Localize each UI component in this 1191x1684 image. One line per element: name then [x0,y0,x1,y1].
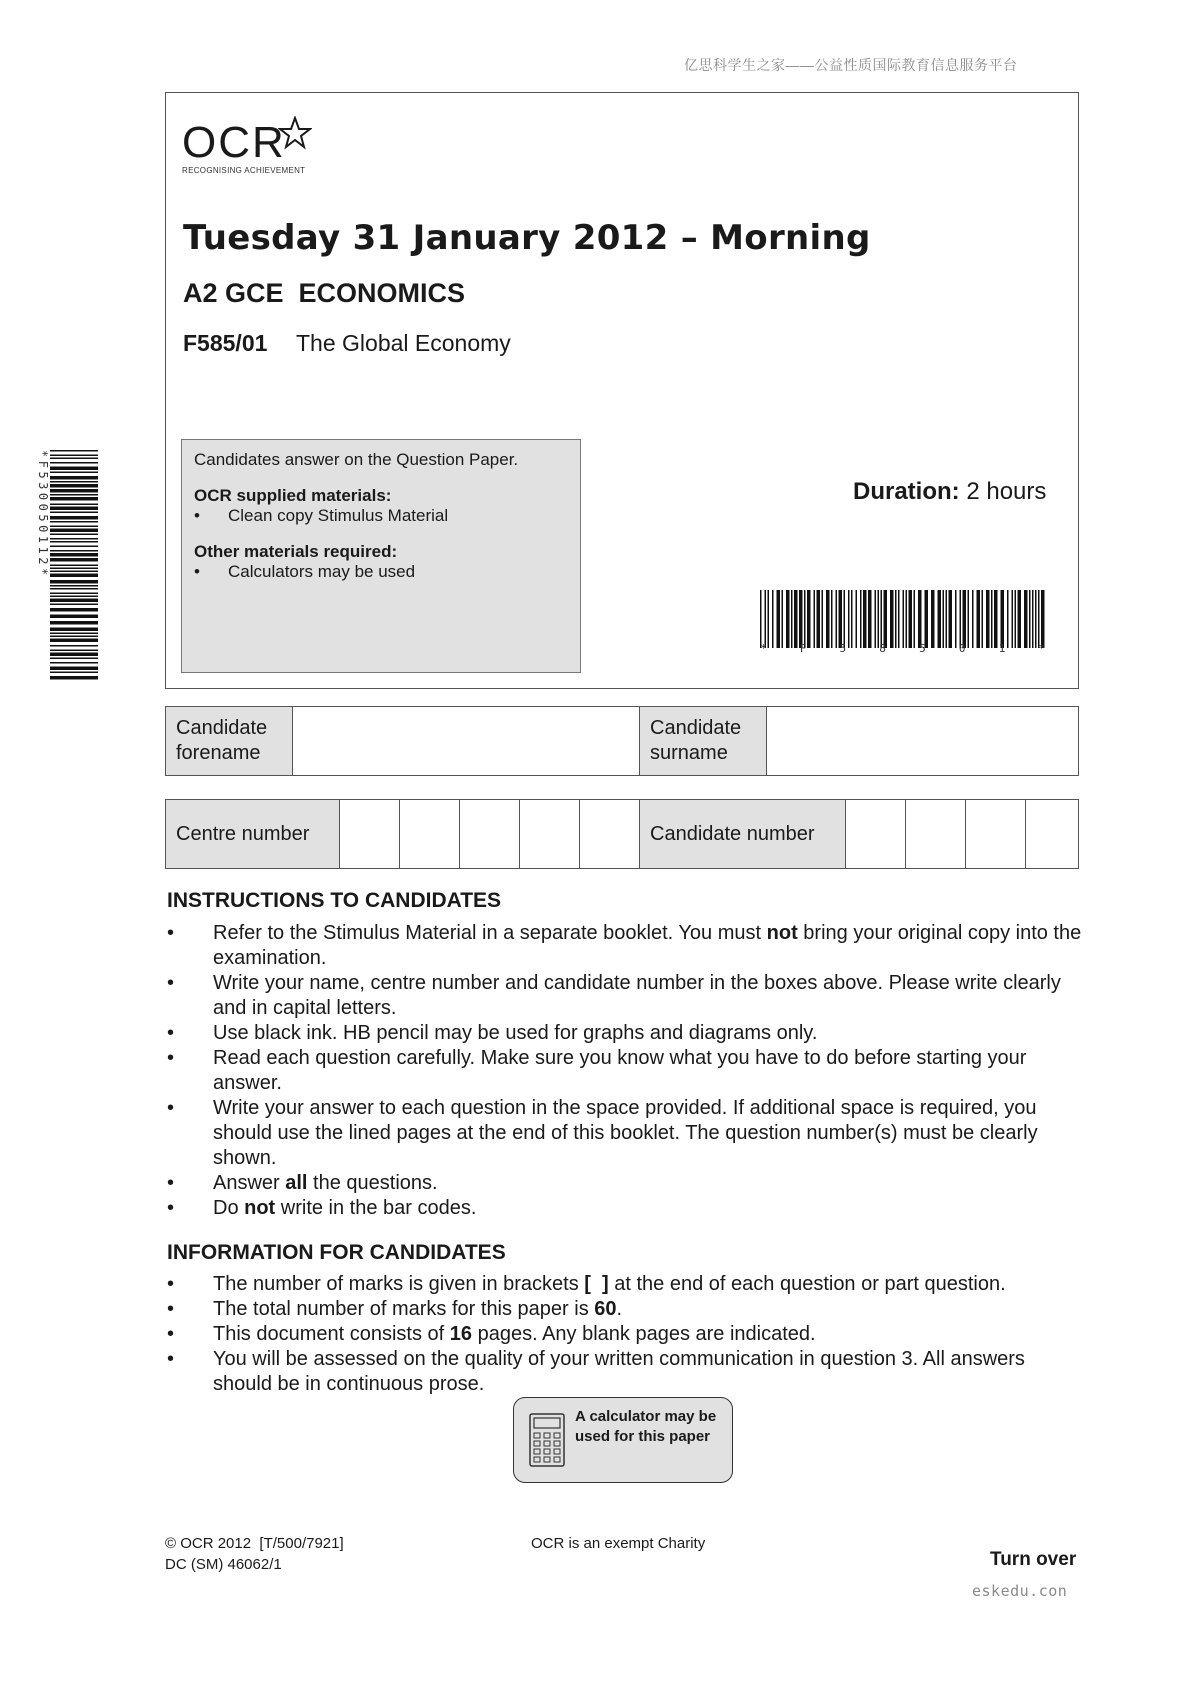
barcode-bar [50,571,98,573]
barcode-bar [50,608,98,612]
instructions-item [167,921,1087,971]
star-icon [278,116,312,150]
item-text: Write your name, centre number and candidate number in the boxes above. Please write clearly and in capital letters. [213,972,1061,1019]
item-text: Use black ink. HB pencil may be used for graphs and diagrams only. [213,1022,818,1044]
barcode-bar [925,590,929,648]
barcode-bar [50,484,98,488]
barcode-digit: 0 [958,642,966,655]
barcode-bar [794,590,798,648]
item-emphasis: 16 [449,1323,473,1345]
candidate-number-table [165,799,1079,869]
centre-number-label: Centre number [166,800,340,869]
barcode-bar [807,590,811,648]
ocr-logo [182,118,312,175]
item-text: Write your answer to each question in the space provided. If additional space is required, you should use the lined pages at the end of this booklet. The question number(s) must be clearly shown. [213,1097,1038,1169]
information-list [167,1272,1087,1397]
forename-label-line2: forename [176,742,261,764]
barcode-bar [860,590,862,648]
item-emphasis: [ ] [584,1273,609,1295]
barcode-bar [50,507,98,511]
barcode-bar [50,650,98,652]
forename-label-line1: Candidate [176,717,268,739]
barcode-bar [946,590,948,648]
barcode-bar [50,458,98,460]
barcode-bar [890,590,894,648]
barcode-bar [50,516,98,520]
item-text: You will be assessed on the quality of your written communication in question 3. All answers should be in continuous prose. [213,1348,1025,1395]
barcode-bar [851,590,853,648]
candidate-number-box[interactable] [846,800,906,869]
barcode-bar [814,590,816,648]
barcode-bar [906,590,908,648]
barcode-bar [50,489,98,493]
item-emphasis: 60 [594,1298,617,1320]
barcode-bar [765,590,767,648]
barcode-bar [909,590,913,648]
barcode-bar [977,590,981,648]
duration [853,478,1046,506]
surname-label-line2: surname [650,742,728,764]
barcode-bar [50,550,98,552]
barcode-bar [50,558,98,562]
barcode-bar [50,526,98,528]
item-text: This document consists of [213,1323,450,1345]
barcode-bar [50,521,98,523]
barcode-bar [50,604,98,606]
barcode-bar [931,590,935,648]
other-heading: Other materials required: [194,542,398,561]
side-barcode-digits: *F530050112* [36,450,50,579]
doc-code: DC (SM) 46062/1 [165,1556,282,1573]
item-text: Answer [213,1172,286,1194]
barcode-bar [50,476,98,480]
barcode-bar [50,546,98,548]
barcode-bar [863,590,867,648]
barcode-bar [836,590,838,648]
item-text: Do [213,1197,245,1219]
copyright: © OCR 2012 [T/500/7921] [165,1535,344,1552]
instructions-item [167,1196,1087,1221]
barcode-bar [848,590,850,648]
instructions-item [167,1021,1087,1046]
barcode-bar [804,590,806,648]
barcode-bar [914,590,916,648]
barcode-bar [938,590,942,648]
item-text: Read each question carefully. Make sure you know what you have to do before starting your answer. [213,1047,1027,1094]
barcode-bar [50,639,98,643]
barcode-bar [50,538,98,540]
forename-label [166,707,293,776]
barcode-bar [50,633,98,635]
barcode-bar [50,481,98,483]
barcode-bar [50,497,98,501]
barcode-digit: 5 [839,642,847,655]
barcode-bar [1012,590,1014,648]
instructions-item [167,1096,1087,1171]
item-text: . [616,1298,623,1320]
item-text: at the end of each question or part question. [608,1273,1006,1295]
barcode-bar [949,590,953,648]
duration-value: 2 hours [966,478,1047,505]
instructions-item [167,971,1087,1021]
barcode-bar [50,565,98,567]
barcode-bar [943,590,945,648]
barcode-bar [817,590,821,648]
barcode-bar [994,590,998,648]
item-text: write in the bar codes. [275,1197,477,1219]
barcode-bar [991,590,993,648]
footer-left [165,1533,344,1575]
barcode-bar [777,590,781,648]
calculator-notice-text: A calculator may be used for this paper [575,1408,717,1445]
instructions-heading: INSTRUCTIONS TO CANDIDATES [167,889,502,912]
barcode-bar [50,615,98,619]
centre-number-box[interactable] [340,800,400,869]
barcode-bar [898,590,900,648]
barcode-bar [986,590,990,648]
barcode-bar [50,541,98,543]
barcode-bar [772,590,774,648]
answer-note: Candidates answer on the Question Paper. [194,450,519,469]
paper-barcode [760,590,1045,648]
barcode-bar [875,590,877,648]
item-emphasis: not [766,922,798,944]
barcode-bar [50,645,98,647]
instructions-list [167,921,1087,1221]
candidate-number-box[interactable] [966,800,1026,869]
barcode-bar [868,590,872,648]
information-item [167,1272,1087,1297]
barcode-bar [50,504,98,506]
barcode-bar [50,467,98,471]
barcode-bar [1029,590,1031,648]
item-text: the questions. [307,1172,438,1194]
information-heading: INFORMATION FOR CANDIDATES [167,1241,506,1264]
barcode-bar [826,590,830,648]
barcode-bar [50,636,98,638]
barcode-bar [1035,590,1037,648]
barcode-digit: F [799,642,807,655]
logo-tagline: RECOGNISING ACHIEVEMENT [182,166,306,175]
calculator-icon [529,1413,565,1467]
barcode-bar [50,568,98,570]
surname-field[interactable] [767,707,1079,776]
centre-number-box[interactable] [520,800,580,869]
instructions-item [167,1171,1087,1196]
barcode-bar [50,553,98,557]
barcode-bar [856,590,858,648]
barcode-digits [760,642,1045,655]
barcode-bar [50,599,98,603]
item-text: pages. Any blank pages are indicated. [472,1323,816,1345]
barcode-bar [50,494,98,496]
barcode-bar [50,621,98,625]
other-item: • Calculators may be used [194,562,568,582]
barcode-bar [791,590,793,648]
barcode-bar [50,585,98,587]
materials-box [181,439,581,673]
barcode-bar [972,590,974,648]
barcode-bar [1038,590,1040,648]
barcode-bar [955,590,957,648]
barcode-bar [1032,590,1034,648]
barcode-bar [968,590,970,648]
barcode-bar [50,574,98,578]
barcode-bar [1007,590,1009,648]
information-item [167,1322,1087,1347]
barcode-bar [1001,590,1005,648]
barcode-bar [760,590,762,648]
barcode-bar [50,588,98,590]
barcode-bar [50,672,98,674]
candidate-number-box[interactable] [1026,800,1079,869]
barcode-digit: * [760,642,767,655]
side-barcode [50,450,98,680]
barcode-bar [50,450,98,452]
supplied-heading: OCR supplied materials: [194,486,392,505]
barcode-digit: 1 [998,642,1006,655]
surname-label [640,707,767,776]
unit-name: The Global Economy [296,330,511,356]
logo-text: OCR [182,118,286,167]
item-text: The number of marks is given in brackets [213,1273,585,1295]
candidate-number-label: Candidate number [640,800,846,869]
barcode-bar [982,590,984,648]
item-text: The total number of marks for this paper is [213,1298,595,1320]
calculator-notice [513,1397,733,1483]
item-emphasis: not [244,1197,276,1219]
barcode-bar [1015,590,1017,648]
barcode-bar [50,455,98,457]
barcode-bar [878,590,880,648]
barcode-bar [786,590,790,648]
barcode-digit: 8 [879,642,886,655]
barcode-bar [768,590,770,648]
item-text: bring your original copy into the examination. [213,922,1082,969]
charity-note: OCR is an exempt Charity [531,1535,706,1552]
barcode-bar [50,534,98,536]
barcode-bar [822,590,824,648]
barcode-bar [50,472,98,474]
barcode-digit: 5 [919,642,926,655]
turn-over: Turn over [990,1549,1077,1570]
barcode-bar [50,593,98,595]
barcode-bar [881,590,883,648]
barcode-bar [50,658,98,660]
barcode-bar [50,462,98,464]
barcode-digit: * [1038,642,1045,655]
candidate-name-table [165,706,1079,776]
watermark-top: 亿思科学生之家——公益性质国际教育信息服务平台 [684,57,1018,73]
barcode-bar [1024,590,1028,648]
duration-label: Duration: [853,478,960,505]
item-text: Refer to the Stimulus Material in a separate booklet. You must [213,922,767,944]
barcode-bar [799,590,803,648]
centre-number-box[interactable] [400,800,460,869]
exam-date-session: Tuesday 31 January 2012 – Morning [183,218,871,258]
barcode-bar [50,667,98,671]
barcode-bar [903,590,905,648]
unit-code: F585/01 [183,330,268,356]
exam-subject: A2 GCE ECONOMICS [183,278,466,308]
barcode-bar [50,662,98,664]
supplied-item: • Clean copy Stimulus Material [194,506,568,526]
barcode-bar [839,590,843,648]
barcode-bar [1018,590,1022,648]
candidate-number-box[interactable] [906,800,966,869]
barcode-bar [960,590,962,648]
item-emphasis: all [285,1172,308,1194]
barcode-bar [895,590,897,648]
barcode-bar [50,653,98,657]
instructions-item [167,1046,1087,1096]
barcode-bar [50,596,98,598]
surname-label-line1: Candidate [650,717,742,739]
information-item [167,1347,1087,1397]
information-item [167,1297,1087,1322]
barcode-bar [1041,590,1045,648]
barcode-bar [50,676,98,680]
barcode-bar [884,590,888,648]
barcode-bar [50,529,98,533]
barcode-bar [844,590,846,648]
centre-number-box[interactable] [460,800,520,869]
barcode-bar [831,590,833,648]
barcode-bar [963,590,967,648]
barcode-bar [918,590,922,648]
watermark-bottom: eskedu.con [972,1582,1068,1600]
forename-field[interactable] [293,707,640,776]
barcode-bar [50,580,98,584]
barcode-bar [50,628,98,632]
centre-number-box[interactable] [580,800,640,869]
barcode-bar [782,590,784,648]
barcode-bar [50,512,98,514]
